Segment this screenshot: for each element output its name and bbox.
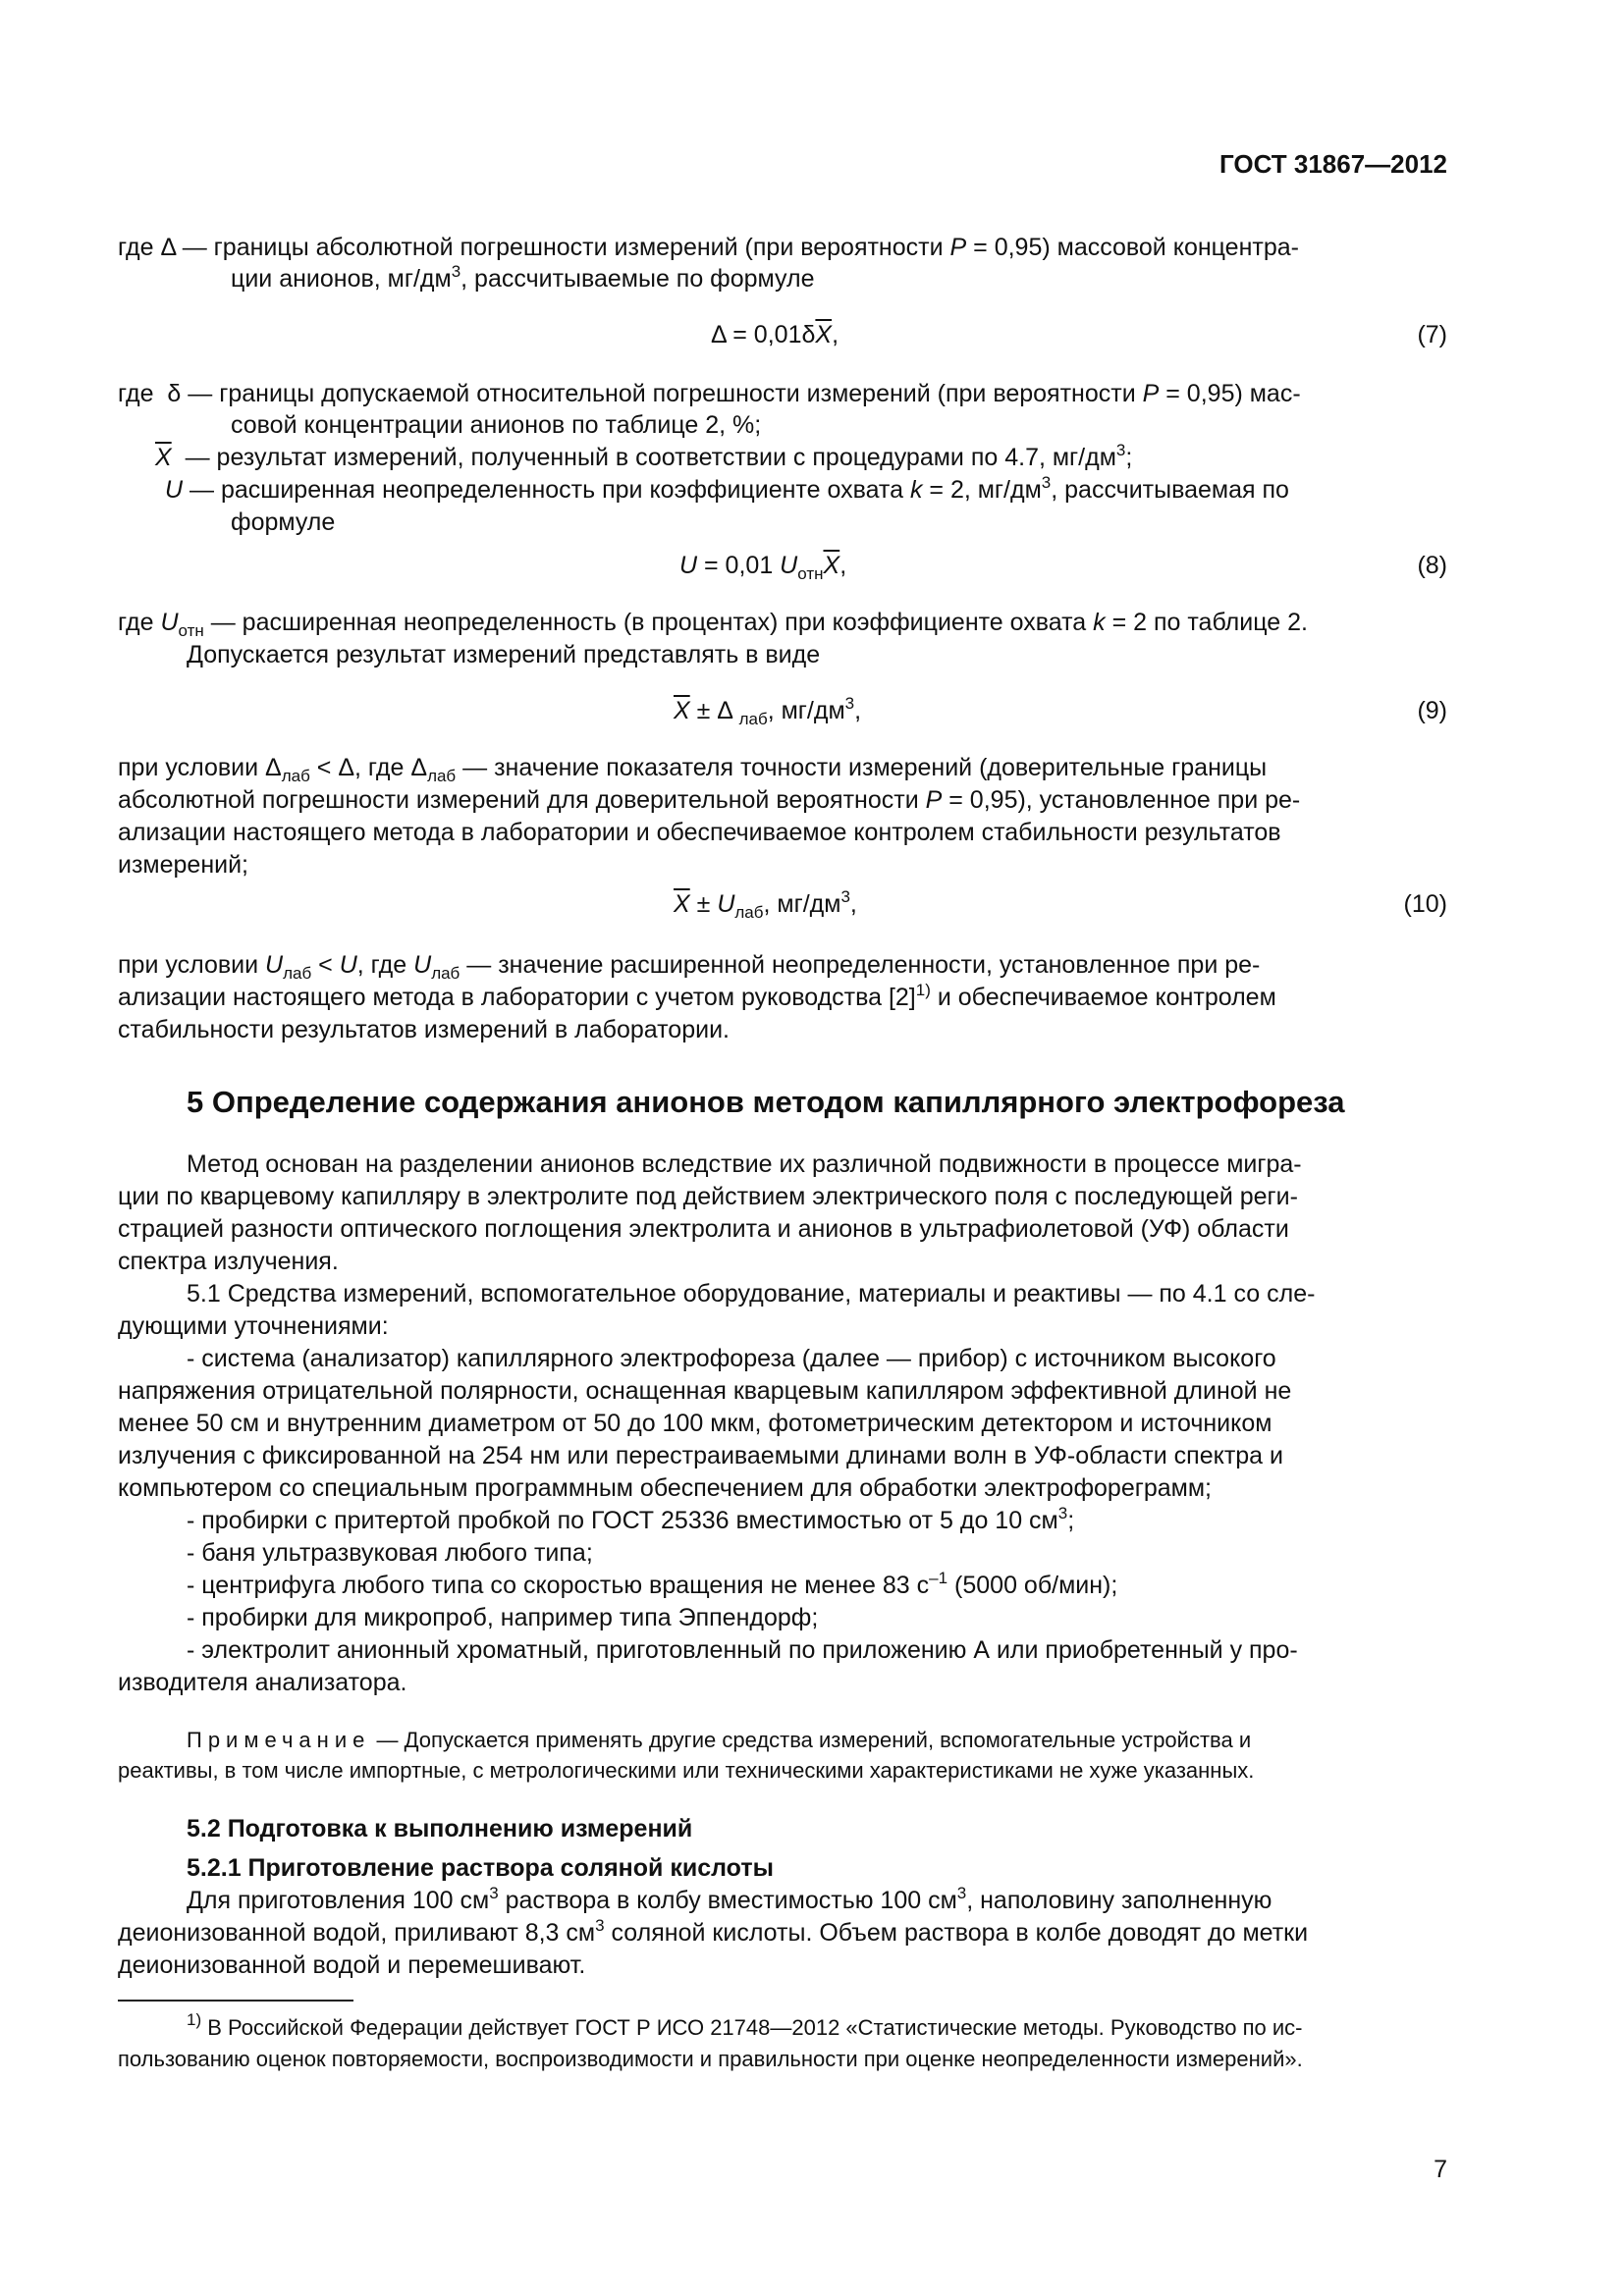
condition-u-line2: ализации настоящего метода в лаборатории с учетом руководства $[2]^{1)}$ и обеспечиваемое контролем — [118, 981, 1276, 1011]
clause-5-2-1-line2: деионизованной водой, приливают 8,3 $см^3$ соляной кислоты. Объем раствора в колбе доводят до метки — [118, 1916, 1309, 1947]
standard-header: ГОСТ 31867—2012 — [1219, 149, 1447, 179]
list-item-microtubes: - пробирки для микропроб, например типа Эппендорф; — [187, 1604, 819, 1631]
where-delta-line2: ции анионов, $мг/дм^3$, рассчитываемые по формуле — [231, 262, 815, 293]
list-item-tubes: - пробирки с притертой пробкой по ГОСТ 25336 вместимостью от 5 до 10 $см^3$; — [187, 1504, 1075, 1534]
intro-line1: Метод основан на разделении анионов вследствие их различной подвижности в процессе мигра- — [187, 1150, 1302, 1178]
list-item-analyzer-line4: излучения с фиксированной на 254 нм или перестраиваемыми длинами волн в УФ-области спектра и — [118, 1442, 1283, 1469]
equation-10-number: (10) — [1403, 890, 1447, 918]
equation-10: $\overline{X} \pm U_{лаб}$, $мг/дм^3$, — [674, 887, 857, 922]
note-line2: реактивы, в том числе импортные, с метрологическими или техническими характеристиками не хуже указанных. — [118, 1758, 1255, 1783]
clause-5-1-line2: дующими уточнениями: — [118, 1312, 389, 1340]
where-small-delta-line2: совой концентрации анионов по таблице 2, %; — [231, 411, 762, 439]
where-u-rel-line: где $U_{отн}$ — расширенная неопределенность (в процентах) при коэффициенте охвата k = 2 по таблице 2. — [118, 609, 1308, 640]
list-item-electrolyte-line1: - электролит анионный хроматный, приготовленный по приложению А или приобретенный у про- — [187, 1636, 1298, 1664]
where-u-line1: U — расширенная неопределенность при коэффициенте охвата k = 2, $мг/дм^3$, рассчитываемая по — [165, 473, 1289, 504]
list-item-centrifuge: - центрифуга любого типа со скоростью вращения не менее 83 $с^{-1}$ (5000 об/мин); — [187, 1569, 1118, 1599]
equation-9-number: (9) — [1417, 697, 1447, 724]
list-item-analyzer-line1: - система (анализатор) капиллярного электрофореза (далее — прибор) с источником высокого — [187, 1345, 1276, 1372]
clause-5-2-1-heading: 5.2.1 Приготовление раствора соляной кислоты — [187, 1854, 774, 1882]
allowed-result-line: Допускается результат измерений представлять в виде — [187, 641, 821, 668]
condition-u-line3: стабильности результатов измерений в лаборатории. — [118, 1016, 730, 1043]
note-line1: Примечание — Допускается применять другие средства измерений, вспомогательные устройства и — [187, 1728, 1252, 1752]
equation-7-number: (7) — [1417, 321, 1447, 348]
equation-7: $\Delta = 0,01\delta\overline{X}$, — [711, 321, 839, 348]
list-item-analyzer-line5: компьютером со специальным программным обеспечением для обработки электрофореграмм; — [118, 1474, 1212, 1502]
intro-line2: ции по кварцевому капилляру в электролите под действием электрического поля с последующей реги- — [118, 1183, 1298, 1210]
where-small-delta-line1: где δ — границы допускаемой относительной погрешности измерений (при вероятности P = 0,95) мас- — [118, 380, 1301, 407]
intro-line3: страцией разности оптического поглощения электролита и анионов в ультрафиолетовой (УФ) области — [118, 1215, 1289, 1243]
where-x-line: $\overline{X}$ — результат измерений, полученный в соответствии с процедурами по 4.7, $мг/дм^3$; — [155, 441, 1133, 471]
list-item-bath: - баня ультразвуковая любого типа; — [187, 1539, 593, 1567]
footnote-line1: $^{1)}$ В Российской Федерации действует ГОСТ Р ИСО 21748—2012 «Статистические методы. Руководство по ис- — [187, 2010, 1303, 2040]
condition-delta-line4: измерений; — [118, 851, 249, 879]
condition-delta-line3: ализации настоящего метода в лаборатории и обеспечиваемое контролем стабильности результатов — [118, 819, 1281, 846]
clause-5-1-line1: 5.1 Средства измерений, вспомогательное оборудование, материалы и реактивы — по 4.1 со сле- — [187, 1280, 1316, 1308]
clause-5-2-1-line1: Для приготовления 100 $см^3$ раствора в колбу вместимостью 100 $см^3$, наполовину заполненную — [187, 1884, 1272, 1914]
clause-5-2-1-line3: деионизованной водой и перемешивают. — [118, 1951, 586, 1979]
list-item-analyzer-line3: менее 50 см и внутренним диаметром от 50 до 100 мкм, фотометрическим детектором и источником — [118, 1410, 1272, 1437]
list-item-electrolyte-line2: изводителя анализатора. — [118, 1669, 407, 1696]
equation-8: U = 0,01 $U_{отн}\overline{X}$, — [679, 552, 847, 583]
section-5-heading: 5 Определение содержания анионов методом капиллярного электрофореза — [187, 1085, 1345, 1119]
condition-delta-line1: при условии $\Delta_{лаб} < \Delta$, где $\Delta_{лаб}$ — значение показателя точности измерений (доверительные границы — [118, 754, 1268, 785]
clause-5-2-heading: 5.2 Подготовка к выполнению измерений — [187, 1815, 693, 1842]
footnote-rule — [118, 2000, 353, 2002]
page-number: 7 — [1434, 2156, 1447, 2183]
condition-u-line1: при условии $U_{лаб} < U$, где $U_{лаб}$ — значение расширенной неопределенности, установленное при ре- — [118, 951, 1261, 983]
where-u-line2: формуле — [231, 508, 336, 536]
equation-9: $\overline{X} \pm \Delta$ $_{лаб}$, $мг/дм^3$, — [674, 694, 862, 728]
intro-line4: спектра излучения. — [118, 1248, 339, 1275]
footnote-line2: пользованию оценок повторяемости, воспроизводимости и правильности при оценке неопределенности измерений». — [118, 2047, 1303, 2071]
list-item-analyzer-line2: напряжения отрицательной полярности, оснащенная кварцевым капилляром эффективной длиной не — [118, 1377, 1292, 1405]
equation-8-number: (8) — [1417, 552, 1447, 579]
where-delta-line1: где Δ — границы абсолютной погрешности измерений (при вероятности P = 0,95) массовой концентра- — [118, 234, 1299, 261]
condition-delta-line2: абсолютной погрешности измерений для доверительной вероятности P = 0,95), установленное при ре- — [118, 786, 1301, 814]
